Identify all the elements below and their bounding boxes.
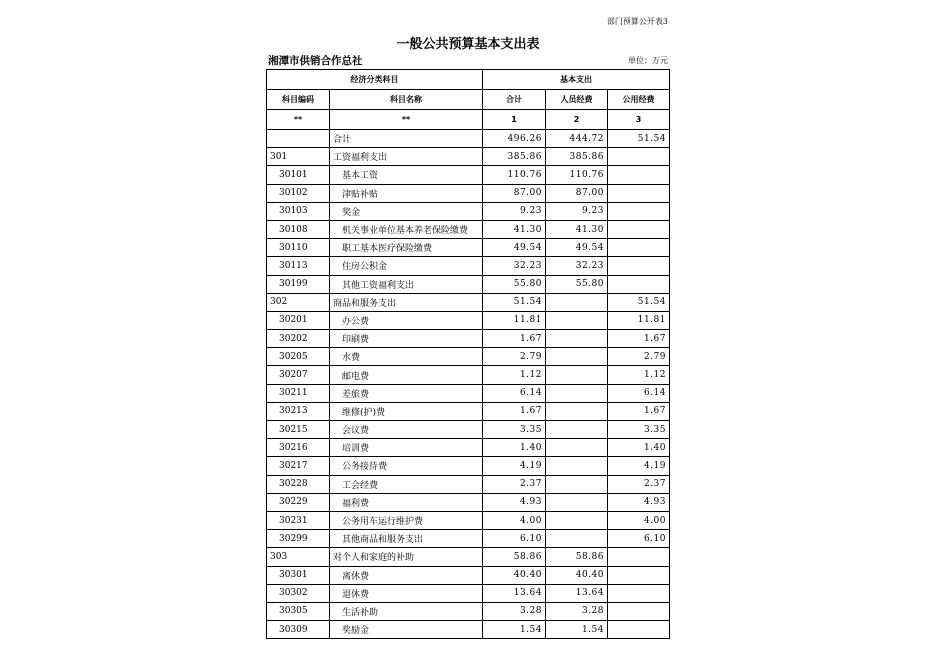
- row-code: 30217: [267, 457, 330, 475]
- row-name: 其他工资福利支出: [330, 275, 483, 293]
- row-personnel: [546, 511, 608, 529]
- table-row: [267, 220, 670, 238]
- row-public: 3.35: [608, 421, 670, 439]
- table-row: [267, 311, 670, 329]
- page-label: 部门预算公开表3: [606, 17, 668, 26]
- row-total: 4.93: [483, 493, 546, 511]
- row-personnel: 385.86: [546, 148, 608, 166]
- row-name: 住房公积金: [330, 257, 483, 275]
- row-code: 30202: [267, 330, 330, 348]
- table-row: [267, 202, 670, 220]
- row-public: 51.54: [608, 293, 670, 311]
- row-total: 4.19: [483, 457, 546, 475]
- row-personnel: 41.30: [546, 220, 608, 238]
- row-code: 30229: [267, 493, 330, 511]
- row-public: 4.93: [608, 493, 670, 511]
- row-code: 30305: [267, 602, 330, 620]
- row-personnel: [546, 475, 608, 493]
- header-total: 合计: [483, 90, 546, 110]
- row-personnel: 87.00: [546, 184, 608, 202]
- row-code: 30101: [267, 166, 330, 184]
- row-code: 30215: [267, 421, 330, 439]
- row-public: [608, 148, 670, 166]
- row-name: 办公费: [330, 311, 483, 329]
- row-name: 差旅费: [330, 384, 483, 402]
- table-row: [267, 475, 670, 493]
- table-row: [267, 166, 670, 184]
- row-total: 55.80: [483, 275, 546, 293]
- row-public: 4.00: [608, 511, 670, 529]
- row-name: 其他商品和服务支出: [330, 530, 483, 548]
- table-row: [267, 602, 670, 620]
- row-public: [608, 548, 670, 566]
- header-code: 科目编码: [267, 90, 330, 110]
- table-row: [267, 566, 670, 584]
- table-row: [267, 421, 670, 439]
- row-total: 6.10: [483, 530, 546, 548]
- row-code: 30113: [267, 257, 330, 275]
- row-name: 商品和服务支出: [330, 293, 483, 311]
- row-code: 30299: [267, 530, 330, 548]
- row-name: 津贴补贴: [330, 184, 483, 202]
- row-public: 2.37: [608, 475, 670, 493]
- row-personnel: [546, 366, 608, 384]
- row-name: 对个人和家庭的补助: [330, 548, 483, 566]
- row-name: 公务用车运行维护费: [330, 511, 483, 529]
- index-cell: 2: [546, 110, 608, 130]
- table-row: [267, 130, 670, 148]
- row-personnel: [546, 384, 608, 402]
- row-name: 邮电费: [330, 366, 483, 384]
- row-personnel: [546, 402, 608, 420]
- row-total: 1.67: [483, 402, 546, 420]
- table-row: [267, 584, 670, 602]
- row-total: 11.81: [483, 311, 546, 329]
- row-total: 49.54: [483, 239, 546, 257]
- row-code: 30211: [267, 384, 330, 402]
- row-total: 1.40: [483, 439, 546, 457]
- row-public: [608, 184, 670, 202]
- row-personnel: [546, 457, 608, 475]
- row-public: [608, 239, 670, 257]
- row-code: 30216: [267, 439, 330, 457]
- row-personnel: 3.28: [546, 602, 608, 620]
- table-row: [267, 511, 670, 529]
- row-name: 水费: [330, 348, 483, 366]
- row-public: [608, 621, 670, 639]
- row-code: 30228: [267, 475, 330, 493]
- row-public: 6.14: [608, 384, 670, 402]
- row-personnel: [546, 439, 608, 457]
- row-personnel: 1.54: [546, 621, 608, 639]
- header-row-group: [267, 70, 670, 90]
- table-row: [267, 366, 670, 384]
- table-row: [267, 275, 670, 293]
- row-total: 110.76: [483, 166, 546, 184]
- row-public: [608, 584, 670, 602]
- row-name: 会议费: [330, 421, 483, 439]
- row-name: 职工基本医疗保险缴费: [330, 239, 483, 257]
- row-code: 301: [267, 148, 330, 166]
- row-public: [608, 602, 670, 620]
- row-total: 6.14: [483, 384, 546, 402]
- row-total: 40.40: [483, 566, 546, 584]
- row-personnel: [546, 311, 608, 329]
- row-code: 303: [267, 548, 330, 566]
- row-total: 41.30: [483, 220, 546, 238]
- row-public: 6.10: [608, 530, 670, 548]
- table-row: [267, 184, 670, 202]
- header-public: 公用经费: [608, 90, 670, 110]
- page-title: 一般公共预算基本支出表: [396, 37, 540, 52]
- table-row: [267, 493, 670, 511]
- row-code: 30309: [267, 621, 330, 639]
- header-row-columns: [267, 90, 670, 110]
- row-name: 合计: [330, 130, 483, 148]
- row-personnel: 13.64: [546, 584, 608, 602]
- row-public: [608, 202, 670, 220]
- row-total: 58.86: [483, 548, 546, 566]
- row-public: 1.67: [608, 330, 670, 348]
- row-name: 福利费: [330, 493, 483, 511]
- row-code: 30205: [267, 348, 330, 366]
- row-public: 2.79: [608, 348, 670, 366]
- row-personnel: 58.86: [546, 548, 608, 566]
- row-public: [608, 275, 670, 293]
- table-row: [267, 621, 670, 639]
- row-code: 30302: [267, 584, 330, 602]
- row-name: 机关事业单位基本养老保险缴费: [330, 220, 483, 238]
- row-total: 1.67: [483, 330, 546, 348]
- row-name: 基本工资: [330, 166, 483, 184]
- row-name: 印刷费: [330, 330, 483, 348]
- index-cell: 3: [608, 110, 670, 130]
- header-econ-category: 经济分类科目: [267, 70, 483, 90]
- row-code: 30213: [267, 402, 330, 420]
- row-personnel: 49.54: [546, 239, 608, 257]
- row-total: 51.54: [483, 293, 546, 311]
- table-row: [267, 293, 670, 311]
- row-personnel: 40.40: [546, 566, 608, 584]
- row-name: 离休费: [330, 566, 483, 584]
- table-row: [267, 457, 670, 475]
- row-total: 9.23: [483, 202, 546, 220]
- row-name: 生活补助: [330, 602, 483, 620]
- table-row: [267, 148, 670, 166]
- table-row: [267, 530, 670, 548]
- row-name: 奖金: [330, 202, 483, 220]
- row-personnel: [546, 493, 608, 511]
- row-public: [608, 220, 670, 238]
- row-code: 30201: [267, 311, 330, 329]
- row-name: 奖励金: [330, 621, 483, 639]
- row-total: 2.79: [483, 348, 546, 366]
- row-personnel: [546, 293, 608, 311]
- row-total: 13.64: [483, 584, 546, 602]
- row-total: 1.12: [483, 366, 546, 384]
- row-total: 1.54: [483, 621, 546, 639]
- row-code: 30231: [267, 511, 330, 529]
- row-public: 1.67: [608, 402, 670, 420]
- row-code: [267, 130, 330, 148]
- row-code: 30207: [267, 366, 330, 384]
- row-total: 2.37: [483, 475, 546, 493]
- index-row: [267, 110, 670, 130]
- row-public: [608, 257, 670, 275]
- table-row: [267, 239, 670, 257]
- row-personnel: 32.23: [546, 257, 608, 275]
- row-name: 工资福利支出: [330, 148, 483, 166]
- table-row: [267, 348, 670, 366]
- row-public: 4.19: [608, 457, 670, 475]
- row-name: 公务接待费: [330, 457, 483, 475]
- row-total: 3.35: [483, 421, 546, 439]
- row-total: 87.00: [483, 184, 546, 202]
- row-public: 11.81: [608, 311, 670, 329]
- header-basic-expenditure: 基本支出: [483, 70, 670, 90]
- row-code: 302: [267, 293, 330, 311]
- index-cell: **: [267, 110, 330, 130]
- row-personnel: [546, 348, 608, 366]
- row-code: 30108: [267, 220, 330, 238]
- row-total: 3.28: [483, 602, 546, 620]
- row-code: 30103: [267, 202, 330, 220]
- row-code: 30199: [267, 275, 330, 293]
- table-row: [267, 439, 670, 457]
- expenditure-table: [266, 69, 670, 639]
- row-name: 工会经费: [330, 475, 483, 493]
- row-name: 退休费: [330, 584, 483, 602]
- row-code: 30102: [267, 184, 330, 202]
- row-personnel: 110.76: [546, 166, 608, 184]
- row-personnel: [546, 530, 608, 548]
- row-public: 51.54: [608, 130, 670, 148]
- row-personnel: [546, 421, 608, 439]
- index-cell: **: [330, 110, 483, 130]
- row-public: [608, 166, 670, 184]
- organization-name: 湘潭市供销合作总社: [268, 55, 363, 67]
- row-name: 维修(护)费: [330, 402, 483, 420]
- header-personnel: 人员经费: [546, 90, 608, 110]
- row-personnel: 9.23: [546, 202, 608, 220]
- table-row: [267, 257, 670, 275]
- row-public: 1.12: [608, 366, 670, 384]
- table-row: [267, 548, 670, 566]
- row-total: 32.23: [483, 257, 546, 275]
- row-name: 培训费: [330, 439, 483, 457]
- row-public: [608, 566, 670, 584]
- row-personnel: 55.80: [546, 275, 608, 293]
- row-public: 1.40: [608, 439, 670, 457]
- header-name: 科目名称: [330, 90, 483, 110]
- row-total: 4.00: [483, 511, 546, 529]
- unit-label: 单位：万元: [628, 56, 668, 65]
- row-personnel: [546, 330, 608, 348]
- row-code: 30110: [267, 239, 330, 257]
- table-row: [267, 384, 670, 402]
- row-personnel: 444.72: [546, 130, 608, 148]
- table-row: [267, 330, 670, 348]
- table-row: [267, 402, 670, 420]
- index-cell: 1: [483, 110, 546, 130]
- row-total: 385.86: [483, 148, 546, 166]
- row-total: 496.26: [483, 130, 546, 148]
- row-code: 30301: [267, 566, 330, 584]
